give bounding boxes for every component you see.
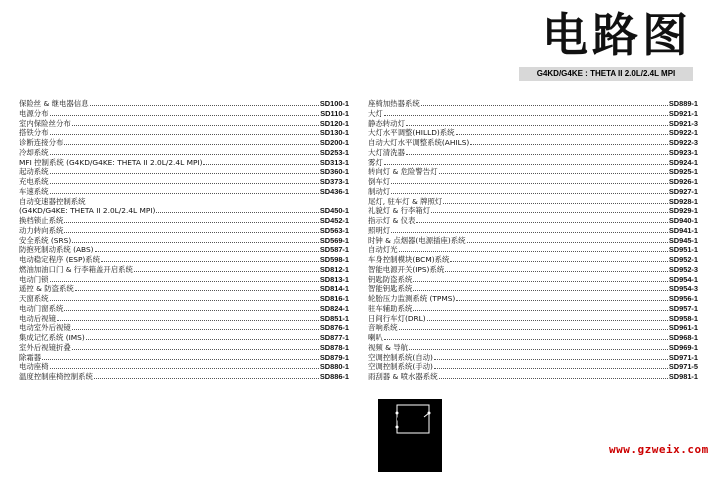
- toc-entry-title: 室外后视镜折叠: [19, 342, 71, 352]
- toc-entry-title: 视频 & 导航: [368, 342, 409, 352]
- toc-entry-title: 转向灯 & 危险警告灯: [368, 167, 438, 177]
- toc-entry-title: 自动灯光: [368, 245, 398, 255]
- dot-leader: [434, 353, 668, 360]
- toc-entry-page: SD816-1: [319, 294, 349, 303]
- toc-entry-page: SD563-1: [319, 225, 349, 235]
- toc-entry-title: 照明灯: [368, 225, 391, 235]
- toc-entry-title: 车速系统: [19, 186, 49, 196]
- toc-entry-title: 电动座椅: [19, 362, 49, 372]
- dot-leader: [406, 119, 668, 126]
- dot-leader: [413, 284, 667, 291]
- dot-leader: [413, 275, 667, 282]
- toc-entry[interactable]: [19, 343, 349, 353]
- dot-leader: [427, 314, 668, 321]
- toc-entry[interactable]: [19, 99, 349, 109]
- toc-entry[interactable]: [368, 245, 698, 255]
- toc-entry[interactable]: [19, 167, 349, 177]
- toc-entry[interactable]: [19, 148, 349, 158]
- toc-entry-page: SD889-1: [668, 99, 698, 108]
- toc-entry-page: SD812-1: [319, 264, 349, 274]
- toc-entry-page: SD120-1: [319, 118, 349, 128]
- toc-entry-page: SD110-1: [320, 108, 349, 118]
- toc-entry-page: SD927-1: [668, 186, 698, 196]
- dot-leader: [72, 323, 319, 330]
- toc-entry-page: SD969-1: [668, 342, 698, 352]
- toc-entry[interactable]: [19, 314, 349, 324]
- dot-leader: [50, 148, 319, 155]
- toc-entry[interactable]: [368, 314, 698, 324]
- dot-leader: [409, 343, 668, 350]
- toc-entry[interactable]: [19, 138, 349, 148]
- toc-entry-page: SD877-1: [319, 333, 349, 342]
- toc-entry-title: 指示灯 & 仪表: [368, 216, 416, 225]
- toc-entry-title: 保险丝 & 继电器信息: [19, 99, 89, 108]
- toc-entry[interactable]: [368, 304, 698, 314]
- toc-entry-title: 制动灯: [368, 186, 391, 196]
- dot-leader: [50, 187, 319, 194]
- toc-entry-title: 电动门锁: [19, 274, 49, 284]
- toc-entry-page: SD100-1: [319, 99, 349, 108]
- toc-entry[interactable]: [368, 177, 698, 187]
- dot-leader: [456, 294, 668, 301]
- toc-entry-page: SD450-1: [319, 206, 349, 216]
- toc-entry[interactable]: [368, 148, 698, 158]
- toc-entry-page: SD130-1: [319, 128, 349, 138]
- toc-entry-title: 冷却系统: [19, 147, 49, 157]
- toc-entry-title: 时钟 & 点烟器(电源插座)系统: [368, 235, 466, 245]
- dot-leader: [72, 119, 319, 126]
- toc-entry-title: 电动室外后视镜: [19, 323, 71, 333]
- toc-left-column: [19, 99, 349, 382]
- toc-entry[interactable]: [368, 226, 698, 236]
- dot-leader: [431, 206, 668, 213]
- toc-entry-title: 充电系统: [19, 177, 49, 186]
- toc-entry-title: 电源分布: [19, 108, 49, 118]
- dot-leader: [391, 226, 668, 233]
- dot-leader: [384, 158, 668, 165]
- toc-entry[interactable]: [368, 206, 698, 216]
- circuit-diagram-icon: [378, 399, 442, 472]
- toc-entry[interactable]: [368, 187, 698, 197]
- toc-entry-title: 搭铁分布: [19, 128, 49, 138]
- dot-leader: [50, 177, 319, 184]
- dot-leader: [439, 372, 668, 379]
- dot-leader: [413, 304, 667, 311]
- toc-entry-page: SD940-1: [668, 216, 698, 225]
- toc-entry-title: (G4KD/G4KE: THETA II 2.0L/2.4L MPI): [19, 206, 156, 216]
- dot-leader: [443, 197, 668, 204]
- toc-entry-title: 车身控制模块(BCM)系统: [368, 255, 450, 264]
- toc-entry[interactable]: [19, 255, 349, 265]
- dot-leader: [75, 284, 319, 291]
- toc-entry-title: 大灯: [368, 108, 383, 118]
- toc-entry-page: SD851-1: [319, 313, 349, 323]
- dot-leader: [50, 128, 319, 135]
- toc-entry-title: 电动后视镜: [19, 313, 56, 323]
- toc-entry-title: MFI 控制系统 (G4KD/G4KE: THETA II 2.0L/2.4L MPI): [19, 157, 203, 167]
- toc-entry[interactable]: [19, 216, 349, 226]
- toc-entry-title: 雨刮器 & 喷水器系统: [368, 372, 438, 381]
- dot-leader: [421, 99, 668, 106]
- toc-entry[interactable]: [368, 284, 698, 294]
- toc-entry-title: 倒车灯: [368, 177, 391, 186]
- toc-entry[interactable]: [368, 353, 698, 363]
- toc-entry[interactable]: [368, 216, 698, 226]
- toc-entry-page: SD253-1: [319, 147, 349, 157]
- watermark: www.gzweix.com: [609, 443, 709, 456]
- toc-right-column: [368, 99, 698, 382]
- dot-leader: [391, 187, 668, 194]
- toc-entry[interactable]: [19, 187, 349, 197]
- toc-entry-page: SD876-1: [319, 323, 349, 333]
- dot-leader: [42, 353, 319, 360]
- toc-entry[interactable]: [368, 99, 698, 109]
- dot-leader: [156, 206, 318, 213]
- toc-entry-title: 动力转向系统: [19, 225, 64, 235]
- toc-entry-page: SD951-1: [668, 245, 698, 255]
- dot-leader: [445, 265, 668, 272]
- dot-leader: [406, 148, 668, 155]
- toc-entry-page: SD814-1: [319, 284, 349, 294]
- dot-leader: [72, 343, 319, 350]
- toc-entry-title: 天窗系统: [19, 294, 49, 303]
- toc-entry-title: 电动门窗系统: [19, 303, 64, 313]
- dot-leader: [64, 216, 318, 223]
- dot-leader: [86, 333, 319, 340]
- toc-entry-page: SD945-1: [668, 235, 698, 245]
- dot-leader: [57, 314, 319, 321]
- toc-entry-title: 燃油加油口门 & 行李箱盖开启系统: [19, 264, 133, 274]
- toc-entry[interactable]: [19, 206, 349, 216]
- toc-entry[interactable]: [19, 197, 349, 207]
- toc-entry-title: 轮胎压力监测系统 (TPMS): [368, 294, 456, 303]
- toc-entry[interactable]: [19, 236, 349, 246]
- toc-entry-page: SD922-3: [668, 138, 698, 147]
- dot-leader: [439, 167, 668, 174]
- toc-entry[interactable]: [368, 275, 698, 285]
- toc-entry[interactable]: [368, 197, 698, 207]
- toc-entry-page: SD961-1: [668, 323, 698, 333]
- toc-entry[interactable]: [19, 109, 349, 119]
- toc-entry[interactable]: [19, 353, 349, 363]
- toc-entry[interactable]: [19, 284, 349, 294]
- toc-entry[interactable]: [368, 128, 698, 138]
- dot-leader: [72, 236, 319, 243]
- toc-entry-page: SD569-1: [319, 235, 349, 245]
- toc-entry-page: SD925-1: [668, 167, 698, 177]
- toc-entry-title: 自动变速器控制系统: [19, 196, 86, 206]
- toc-entry-title: 室内保险丝分布: [19, 118, 71, 128]
- toc-entry[interactable]: [19, 304, 349, 314]
- toc-entry[interactable]: [368, 294, 698, 304]
- toc-entry-page: SD880-1: [319, 362, 349, 372]
- toc-entry[interactable]: [19, 333, 349, 343]
- toc-entry[interactable]: [19, 119, 349, 129]
- toc-entry[interactable]: [368, 167, 698, 177]
- toc-entry-page: SD952-3: [668, 264, 698, 274]
- toc-entry[interactable]: [19, 177, 349, 187]
- toc-entry-page: SD921-3: [668, 118, 698, 128]
- dot-leader: [416, 216, 667, 223]
- toc-entry-title: 诊断连接分布: [19, 138, 64, 147]
- toc-entry-page: SD200-1: [319, 138, 349, 147]
- dot-leader: [434, 362, 668, 369]
- toc-entry-page: SD968-1: [668, 333, 698, 342]
- toc-entry[interactable]: [368, 333, 698, 343]
- toc-entry-page: SD587-1: [319, 245, 349, 255]
- toc-entry[interactable]: [19, 275, 349, 285]
- dot-leader: [470, 138, 668, 145]
- toc-entry[interactable]: [368, 265, 698, 275]
- toc-entry-title: 驻车辅助系统: [368, 303, 413, 313]
- toc-entry-page: SD813-1: [319, 274, 349, 284]
- toc-entry[interactable]: [19, 323, 349, 333]
- toc-entry-page: SD954-1: [668, 274, 698, 284]
- toc-entry-page: SD971-5: [668, 362, 698, 372]
- toc-entry[interactable]: [368, 255, 698, 265]
- toc-entry[interactable]: [368, 362, 698, 372]
- dot-leader: [384, 333, 668, 340]
- dot-leader: [90, 99, 319, 106]
- toc-entry-page: SD926-1: [668, 177, 698, 186]
- toc-entry-title: 换档锁止系统: [19, 216, 64, 225]
- toc-entry-title: 空调控制系统(自动): [368, 352, 433, 362]
- toc-entry-page: SD924-1: [668, 157, 698, 167]
- toc-entry-title: 集成记忆系统 (IMS): [19, 333, 85, 342]
- toc-entry[interactable]: [19, 294, 349, 304]
- model-subtitle: G4KD/G4KE : THETA II 2.0L/2.4L MPI: [519, 67, 693, 81]
- toc-entry-page: SD981-1: [668, 372, 698, 381]
- toc-entry-title: 雾灯: [368, 157, 383, 167]
- toc-entry-title: 起动系统: [19, 167, 49, 177]
- toc-entry-page: SD921-1: [668, 108, 698, 118]
- toc-entry-page: SD313-1: [319, 157, 349, 167]
- toc-entry-page: SD971-1: [668, 352, 698, 362]
- toc-entry-title: 礼貌灯 & 行李箱灯: [368, 206, 431, 216]
- dot-leader: [50, 362, 319, 369]
- dot-leader: [399, 323, 668, 330]
- toc-entry-title: 钥匙防盗系统: [368, 274, 413, 284]
- toc-entry[interactable]: [368, 119, 698, 129]
- toc-entry-title: 日间行车灯(DRL): [368, 313, 426, 323]
- toc-entry[interactable]: [368, 343, 698, 353]
- toc-entry[interactable]: [368, 138, 698, 148]
- toc-entry[interactable]: [19, 265, 349, 275]
- toc-entry-title: 防抱死制动系统 (ABS): [19, 245, 94, 255]
- dot-leader: [64, 138, 318, 145]
- dot-leader: [203, 158, 318, 165]
- toc-entry-page: SD436-1: [319, 186, 349, 196]
- toc-entry-title: 大灯水平调整(HILLD)系统: [368, 128, 455, 138]
- dot-leader: [467, 236, 668, 243]
- toc-entry[interactable]: [19, 226, 349, 236]
- toc-entry-page: SD929-1: [668, 206, 698, 216]
- toc-entry-title: 座椅加热器系统: [368, 99, 420, 108]
- dot-leader: [399, 245, 668, 252]
- dot-leader: [391, 177, 668, 184]
- toc-entry-title: 静态转动灯: [368, 118, 405, 128]
- toc-entry-page: SD452-1: [319, 216, 349, 225]
- toc-entry[interactable]: [368, 236, 698, 246]
- dot-leader: [94, 372, 319, 379]
- toc-entry[interactable]: [368, 323, 698, 333]
- toc-entry-page: SD886-1: [319, 372, 349, 381]
- dot-leader: [95, 245, 319, 252]
- toc-entry-page: SD879-1: [319, 352, 349, 362]
- toc-entry-page: SD941-1: [668, 225, 698, 235]
- page-title: 电路图: [542, 8, 692, 62]
- toc-entry[interactable]: [368, 158, 698, 168]
- toc-entry-title: 尾灯, 驻车灯 & 牌照灯: [368, 196, 443, 206]
- toc-entry[interactable]: [368, 372, 698, 382]
- dot-leader: [64, 304, 318, 311]
- toc-entry-page: SD373-1: [319, 177, 349, 186]
- dot-leader: [50, 294, 319, 301]
- dot-leader: [450, 255, 667, 262]
- toc-entry[interactable]: [19, 372, 349, 382]
- toc-entry-page: SD923-1: [668, 147, 698, 157]
- toc-entry[interactable]: [19, 128, 349, 138]
- toc-entry-title: 空调控制系统(手动): [368, 362, 433, 372]
- toc-entry-title: 喇叭: [368, 333, 383, 342]
- dot-leader: [134, 265, 319, 272]
- toc-entry-page: SD958-1: [668, 313, 698, 323]
- toc-entry-page: SD957-1: [668, 303, 698, 313]
- toc-entry-page: SD956-1: [668, 294, 698, 303]
- toc-entry-page: SD928-1: [668, 196, 698, 206]
- toc-entry-title: 安全系统 (SRS): [19, 235, 72, 245]
- toc-entry[interactable]: [19, 362, 349, 372]
- toc-entry[interactable]: [19, 158, 349, 168]
- dot-leader: [456, 128, 668, 135]
- toc-entry-page: SD598-1: [319, 255, 349, 264]
- toc-entry-page: SD952-1: [668, 255, 698, 264]
- dot-leader: [50, 109, 320, 116]
- dot-leader: [101, 255, 319, 262]
- toc-entry-title: 自动大灯水平调整系统(AHILS): [368, 138, 470, 147]
- toc-entry-title: 遥控 & 防盗系统: [19, 284, 74, 294]
- toc-entry[interactable]: [19, 245, 349, 255]
- toc-entry-page: SD922-1: [668, 128, 698, 138]
- toc-entry-title: 智能钥匙系统: [368, 284, 413, 294]
- toc-entry-title: 温度控制座椅控制系统: [19, 372, 93, 381]
- dot-leader: [50, 167, 319, 174]
- toc-entry[interactable]: [368, 109, 698, 119]
- toc-entry-title: 除霜器: [19, 352, 42, 362]
- toc-entry-title: 智能电源开关(IPS)系统: [368, 264, 445, 274]
- toc-entry-page: SD878-1: [319, 342, 349, 352]
- toc-entry-page: SD954-3: [668, 284, 698, 294]
- dot-leader: [50, 275, 319, 282]
- dot-leader: [384, 109, 668, 116]
- toc-entry-page: SD360-1: [319, 167, 349, 177]
- toc-entry-title: 大灯清洗器: [368, 147, 405, 157]
- dot-leader: [64, 226, 318, 233]
- toc-entry-page: SD824-1: [319, 303, 349, 313]
- toc-entry-title: 电动稳定程序 (ESP)系统: [19, 255, 101, 264]
- toc-entry-title: 音响系统: [368, 323, 398, 333]
